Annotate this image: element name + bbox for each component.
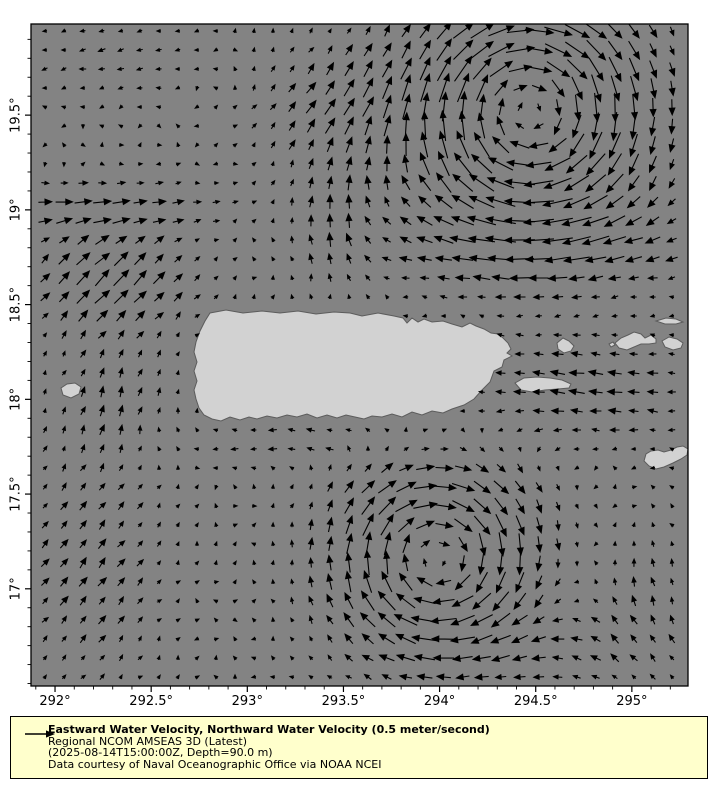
- velocity-arrow: [272, 600, 275, 603]
- velocity-arrow: [176, 505, 179, 508]
- y-tick-label: 19°: [8, 198, 24, 222]
- legend-time-depth-line: (2025-08-14T15:00:00Z, Depth=90.0 m): [48, 746, 273, 760]
- legend-courtesy-line: Data courtesy of Naval Oceanographic Office via NOAA NCEI: [48, 758, 382, 772]
- x-tick-label: 293.5°: [321, 694, 366, 709]
- legend-title: Eastward Water Velocity, Northward Water Velocity (0.5 meter/second): [48, 723, 490, 736]
- x-axis: [36, 686, 671, 692]
- y-tick-label: 18.5°: [8, 286, 24, 323]
- legend-box: [10, 716, 708, 779]
- velocity-arrow: [120, 105, 123, 108]
- x-tick-label: 294.5°: [513, 694, 558, 709]
- x-tick-label: 294°: [423, 694, 456, 709]
- legend-model-line: Regional NCOM AMSEAS 3D (Latest): [48, 734, 247, 748]
- island-puerto-rico: [194, 310, 512, 421]
- y-axis: [25, 39, 31, 683]
- velocity-arrow: [652, 486, 655, 489]
- y-tick-label: 18°: [8, 387, 24, 411]
- velocity-arrow: [157, 124, 160, 127]
- legend-text-block: [48, 724, 490, 771]
- velocity-arrow: [595, 542, 598, 545]
- x-tick-label: 292°: [39, 694, 71, 709]
- velocity-arrow: [252, 600, 255, 603]
- velocity-arrow: [195, 505, 198, 508]
- y-tick-label: 17.5°: [8, 476, 24, 512]
- x-tick-label: 293°: [231, 694, 263, 709]
- y-tick-label: 17°: [8, 577, 24, 601]
- y-tick-label: 19.5°: [8, 97, 24, 133]
- x-tick-label: 295°: [616, 694, 648, 709]
- x-tick-label: 292.5°: [129, 694, 174, 709]
